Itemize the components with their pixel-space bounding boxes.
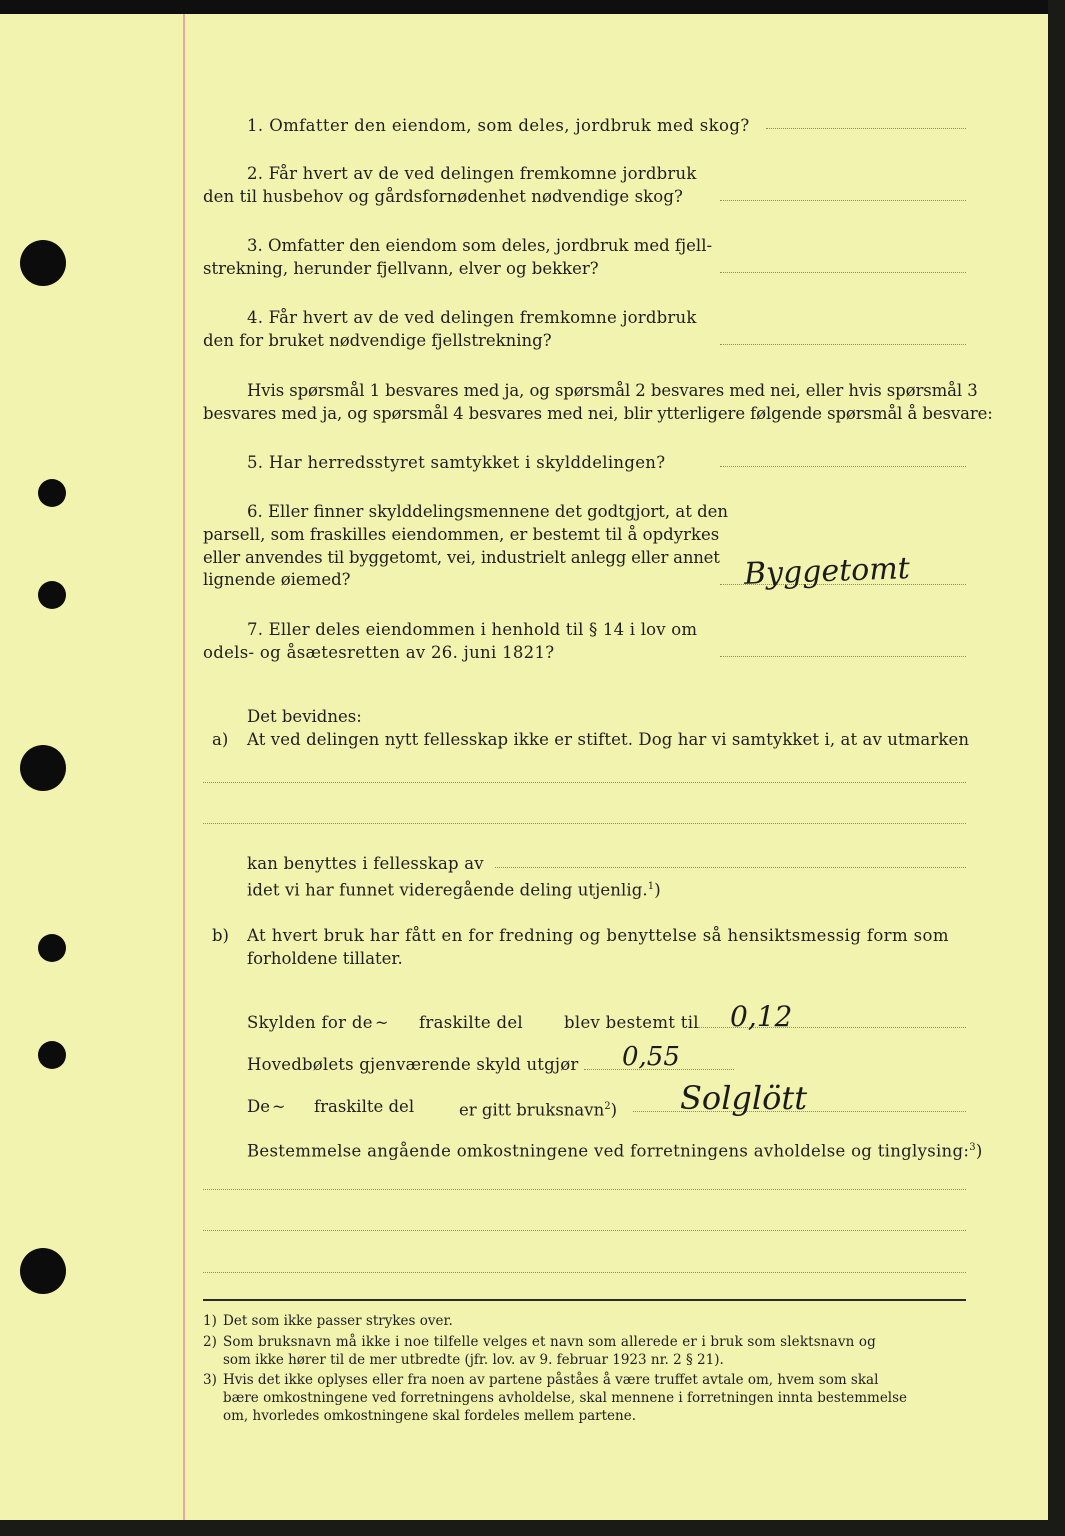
question-3-line-2: strekning, herunder fjellvann, elver og bekker?: [203, 259, 599, 278]
punch-hole: [20, 240, 66, 286]
item-a-marker: a): [212, 730, 229, 749]
question-7-line-1: 7. Eller deles eiendommen i henhold til § 14 i lov om: [247, 620, 698, 639]
question-2-line-2: den til husbehov og gårdsfornødenhet nødvendige skog?: [203, 187, 683, 206]
bruksnavn-label-3: [459, 1097, 617, 1121]
footnote-3-line-3: om, hvorledes omkostningene skal fordeles mellem partene.: [223, 1408, 637, 1424]
bruksnavn-strike: ~: [272, 1097, 286, 1116]
item-a-reason-text: idet vi har funnet videregående deling utjenlig.: [247, 880, 648, 900]
answer-line-5: [720, 466, 966, 467]
hovedbol-value: 0,55: [622, 1042, 680, 1072]
footnote-3-mark: 3): [203, 1372, 217, 1388]
bestemmelse-blank-3: [203, 1272, 966, 1273]
punch-hole: [38, 581, 66, 609]
footnote-ref-2: 2: [604, 1101, 611, 1112]
punch-hole: [20, 1248, 66, 1294]
handwritten-answer-6: Byggetomt: [743, 551, 911, 592]
skyld-label-2: fraskilte del: [419, 1013, 523, 1032]
scan-bottom-edge: [0, 1520, 1065, 1536]
punch-hole: [38, 479, 66, 507]
bruksnavn-value: Solglött: [680, 1079, 808, 1117]
scan-top-edge: [0, 0, 1065, 14]
bestemmelse-blank-1: [203, 1189, 966, 1190]
skyld-label-3: blev bestemt til: [564, 1013, 699, 1032]
bruksnavn-label-3-text: er gitt bruksnavn: [459, 1100, 605, 1120]
item-a-blank-1: [203, 782, 966, 783]
condition-note-line-2: besvares med ja, og spørsmål 4 besvares med nei, blir ytterligere følgende spørsmål å besvare:: [203, 404, 993, 423]
item-a-blank-2: [203, 823, 966, 824]
punch-hole: [38, 934, 66, 962]
question-3-line-1: 3. Omfatter den eiendom som deles, jordbruk med fjell-: [247, 236, 713, 255]
bruksnavn-label-1: De: [247, 1097, 270, 1116]
footnote-2-line-1: Som bruksnavn må ikke i noe tilfelle velges et navn som allerede er i bruk som slektsnavn og: [223, 1334, 876, 1350]
footnote-ref-2-paren: ): [610, 1100, 618, 1120]
item-b-line-2: forholdene tillater.: [247, 949, 403, 968]
answer-line-7: [720, 656, 966, 657]
condition-note-line-1: Hvis spørsmål 1 besvares med ja, og spørsmål 2 besvares med nei, eller hvis spørsmål 3: [247, 381, 978, 400]
footnote-ref-1: 1: [647, 881, 655, 892]
question-6-line-3: eller anvendes til byggetomt, vei, industrielt anlegg eller annet: [203, 548, 720, 567]
item-b-marker: b): [212, 926, 229, 945]
footnote-ref-3-paren: ): [975, 1141, 983, 1161]
question-6-line-1: 6. Eller finner skylddelingsmennene det godtgjort, at den: [247, 502, 729, 521]
footnote-3-line-2: bære omkostningene ved forretningens avholdelse, skal mennene i forretningen innta bestemmelse: [223, 1390, 908, 1406]
answer-line-1: [766, 128, 966, 129]
footnote-1-mark: 1): [203, 1313, 217, 1329]
question-4-line-2: den for bruket nødvendige fjellstrekning?: [203, 331, 552, 350]
footnote-1: Det som ikke passer strykes over.: [223, 1313, 453, 1329]
footnote-3-line-1: Hvis det ikke oplyses eller fra noen av partene påståes å være truffet avtale om, hvem som skal: [223, 1372, 879, 1388]
scan-right-edge: [1048, 0, 1065, 1536]
question-2-line-1: 2. Får hvert av de ved delingen fremkomne jordbruk: [247, 164, 697, 183]
skyld-label-1: Skylden for de: [247, 1013, 373, 1032]
footnote-2-mark: 2): [203, 1334, 217, 1350]
punch-hole: [20, 745, 66, 791]
footnote-rule: [203, 1299, 966, 1301]
question-7-line-2: odels- og åsætesretten av 26. juni 1821?: [203, 643, 555, 662]
question-6-line-2: parsell, som fraskilles eiendommen, er bestemt til å opdyrkes: [203, 525, 720, 544]
footnote-ref-3: 3: [969, 1142, 976, 1153]
footnote-ref-1-paren: ): [654, 880, 661, 900]
skyld-strike: ~: [375, 1013, 389, 1032]
question-4-line-1: 4. Får hvert av de ved delingen fremkomne jordbruk: [247, 308, 697, 327]
item-a-shared-use-blank: [495, 867, 966, 868]
question-6-line-4: lignende øiemed?: [203, 570, 351, 589]
skyld-value: 0,12: [730, 1000, 793, 1033]
item-a-reason: [247, 877, 661, 901]
footnote-2-line-2: som ikke hører til de mer utbredte (jfr. lov. av 9. februar 1923 nr. 2 § 21).: [223, 1352, 724, 1368]
question-5: 5. Har herredsstyret samtykket i skylddelingen?: [247, 453, 666, 472]
answer-line-2: [720, 200, 966, 201]
bruksnavn-label-2: fraskilte del: [314, 1097, 415, 1116]
bestemmelse-text: Bestemmelse angående omkostningene ved forretningens avholdelse og tinglysing:: [247, 1141, 970, 1161]
hovedbol-label: Hovedbølets gjenværende skyld utgjør: [247, 1055, 579, 1074]
item-b-line-1: At hvert bruk har fått en for fredning og benyttelse så hensiktsmessig form som: [247, 926, 949, 945]
bestemmelse-blank-2: [203, 1230, 966, 1231]
answer-line-3: [720, 272, 966, 273]
answer-line-4: [720, 344, 966, 345]
question-1: 1. Omfatter den eiendom, som deles, jordbruk med skog?: [247, 116, 750, 135]
item-a-text: At ved delingen nytt fellesskap ikke er stiftet. Dog har vi samtykket i, at av utmarken: [247, 730, 970, 749]
margin-line: [183, 14, 185, 1520]
item-a-shared-use: kan benyttes i fellesskap av: [247, 854, 484, 873]
bestemmelse-label: [247, 1138, 983, 1162]
certification-heading: Det bevidnes:: [247, 707, 362, 726]
punch-hole: [38, 1041, 66, 1069]
